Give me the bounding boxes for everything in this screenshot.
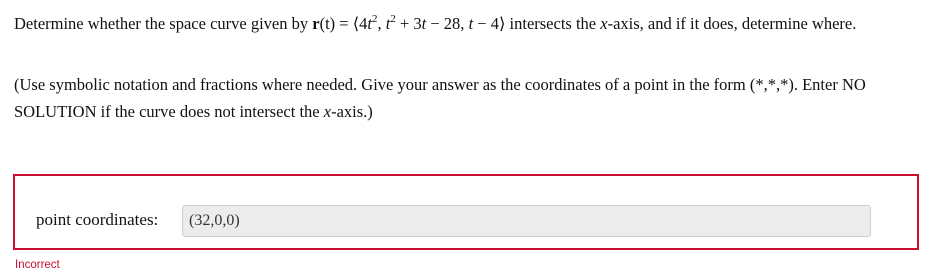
var-t: t	[421, 14, 427, 33]
exponent: 2	[372, 12, 378, 25]
feedback-incorrect: Incorrect	[15, 259, 60, 271]
var-t: t	[385, 14, 391, 33]
comma: ,	[377, 14, 386, 33]
instructions-end: -axis.)	[331, 102, 373, 121]
instructions-line: (Use symbolic notation and fractions where needed. Give your answer as the coordinates of a point in the form (*,*,*). Enter NO SOLUTION if the curve does not intersect the	[14, 75, 866, 121]
var-x: x	[600, 14, 608, 33]
answer-label: point coordinates:	[36, 210, 159, 229]
question-suffix: -axis, and if it does, determine where.	[607, 14, 857, 33]
point-coordinates-input[interactable]: (32,0,0)	[182, 205, 871, 237]
instructions-text	[14, 71, 919, 125]
minus-4: − 4⟩ intersects the	[473, 14, 601, 33]
minus-28: − 28,	[426, 14, 469, 33]
var-t: t	[468, 14, 474, 33]
var-t: t	[367, 14, 372, 33]
var-x: x	[323, 102, 332, 121]
question-text	[14, 11, 914, 37]
vector-r: r	[312, 14, 320, 33]
answer-box	[13, 174, 919, 250]
param-open: (t) = ⟨4	[319, 14, 368, 33]
question-prefix: Determine whether the space curve given by	[14, 14, 313, 33]
exponent: 2	[390, 12, 396, 25]
plus-three: + 3	[395, 14, 422, 33]
